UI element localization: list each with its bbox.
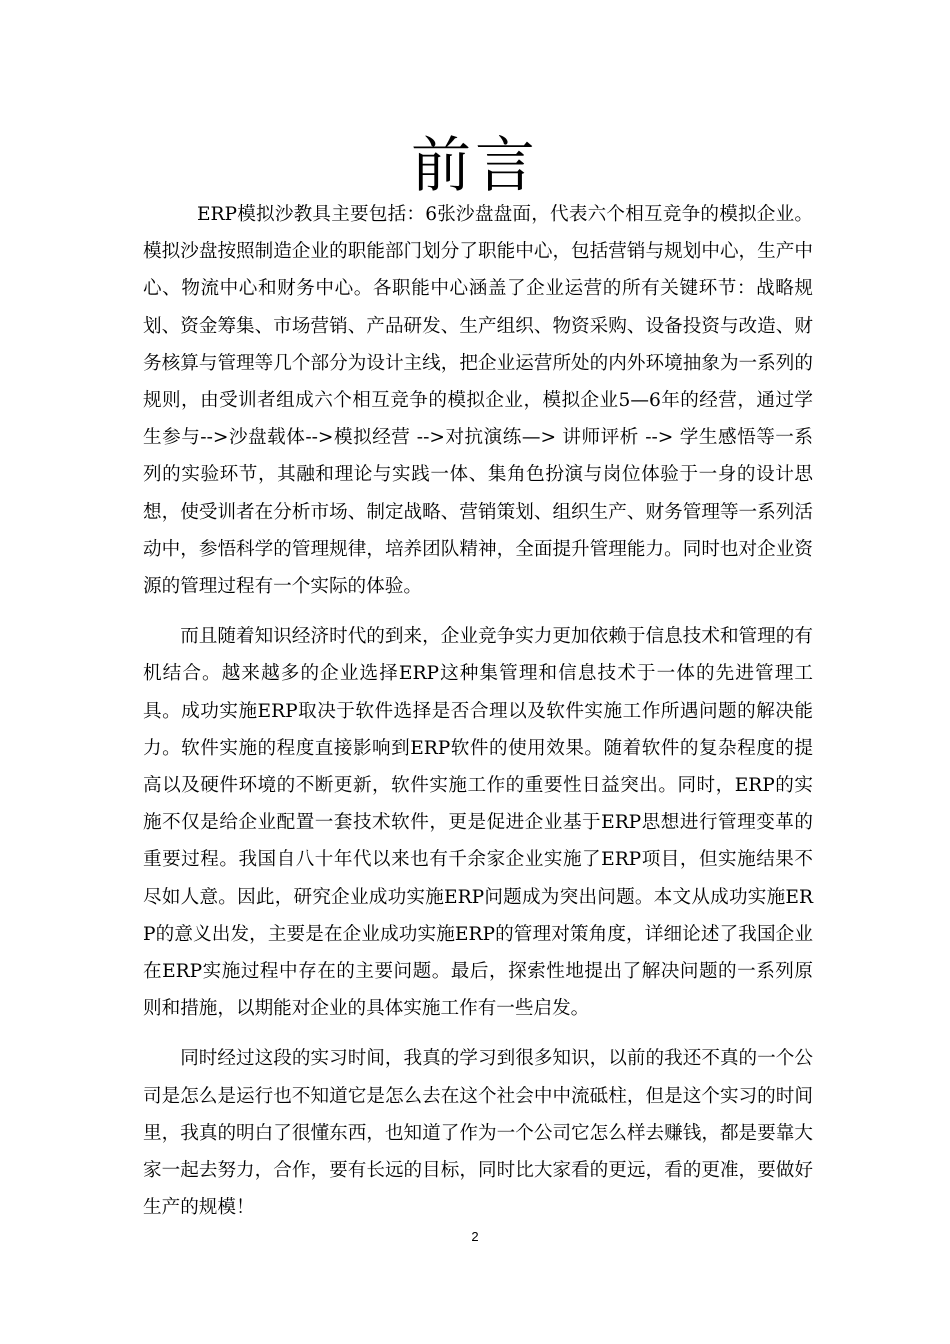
- paragraph-2: 而且随着知识经济时代的到来，企业竞争实力更加依赖于信息技术和管理的有机结合。越来越多的企业选择ERP这种集管理和信息技术于一体的先进管理工具。成功实施ERP取决于软件选择是否合理以及软件实施工作所遇问题的解决能力。软件实施的程度直接影响到ERP软件的使用效果。随着软件的复杂程度的提高以及硬件环境的不断更新，软件实施工作的重要性日益突出。同时，ERP的实施不仅是给企业配置一套技术软件，更是促进企业基于ERP思想进行管理变革的重要过程。我国自八十年代以来也有千余家企业实施了ERP项目，但实施结果不尽如人意。因此，研究企业成功实施ERP问题成为突出问题。本文从成功实施ERP的意义出发，主要是在企业成功实施ERP的管理对策角度，详细论述了我国企业在ERP实施过程中存在的主要问题。最后，探索性地提出了解决问题的一系列原则和措施，以期能对企业的具体实施工作有一些启发。: [143, 626, 813, 1020]
- page-title: 前言: [411, 131, 539, 201]
- paragraph-3: 同时经过这段的实习时间，我真的学习到很多知识，以前的我还不真的一个公司是怎么是运行也不知道它是怎么去在这个社会中中流砥柱，但是这个实习的时间里，我真的明白了很懂东西，也知道了作为一个公司它怎么样去赚钱，都是要靠大家一起去努力，合作，要有长远的目标，同时比大家看的更远，看的更准，要做好生产的规模！: [143, 1048, 813, 1219]
- body-text: [143, 196, 813, 1226]
- page-number: 2: [471, 1229, 479, 1244]
- paragraph-1: ERP模拟沙教具主要包括：6张沙盘盘面，代表六个相互竞争的模拟企业。模拟沙盘按照制造企业的职能部门划分了职能中心，包括营销与规划中心，生产中心、物流中心和财务中心。各职能中心涵盖了企业运营的所有关键环节：战略规划、资金筹集、市场营销、产品研发、生产组织、物资采购、设备投资与改造、财务核算与管理等几个部分为设计主线，把企业运营所处的内外环境抽象为一系列的规则，由受训者组成六个相互竞争的模拟企业，模拟企业5—6年的经营，通过学生参与-->沙盘载体-->模拟经营 -->对抗演练—> 讲师评析 --> 学生感悟等一系列的实验环节，其融和理论与实践一体、集角色扮演与岗位体验于一身的设计思想，使受训者在分析市场、制定战略、营销策划、组织生产、财务管理等一系列活动中，参悟科学的管理规律，培养团队精神，全面提升管理能力。同时也对企业资源的管理过程有一个实际的体验。: [143, 204, 813, 598]
